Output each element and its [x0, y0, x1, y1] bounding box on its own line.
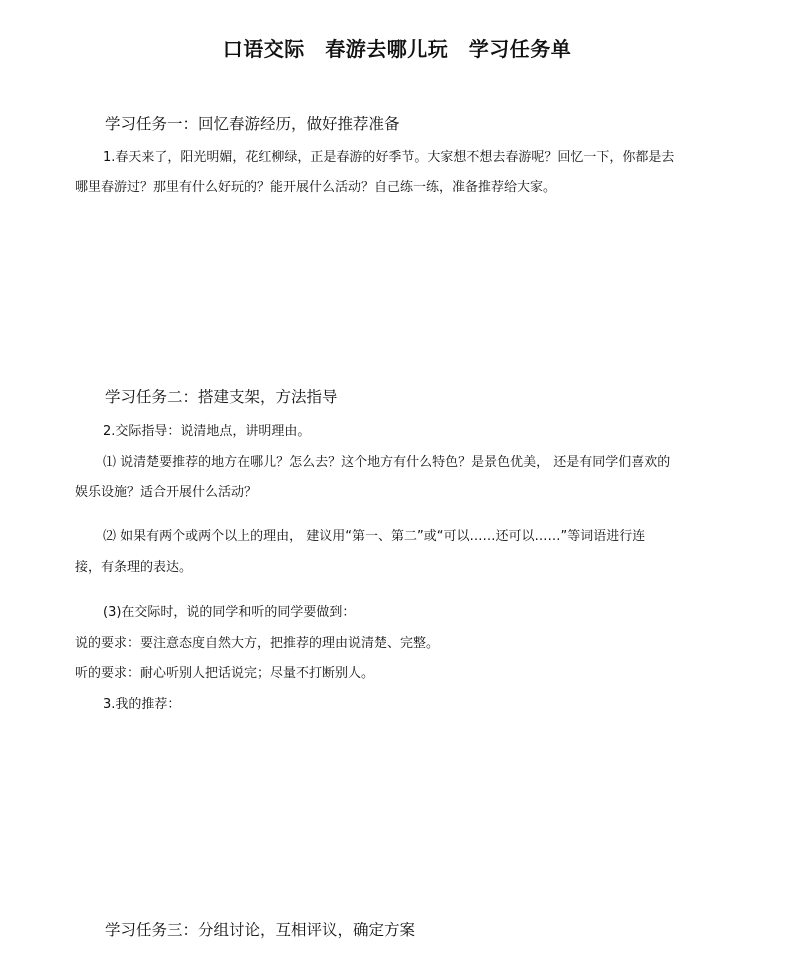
task2-p1-line2: 娱乐设施？适合开展什么活动？ [75, 485, 258, 500]
task2-p2-line2: 接，有条理的表达。 [75, 560, 193, 575]
task1-heading: 学习任务一：回忆春游经历，做好推荐准备 [105, 115, 400, 133]
task2-listen-requirement: 听的要求：耐心听别人把话说完；尽量不打断别人。 [75, 666, 375, 681]
task2-p1-line1: ⑴ 说清楚要推荐的地方在哪儿？怎么去？这个地方有什么特色？是景色优美， 还是有同学们喜欢的 [103, 455, 671, 470]
task3-heading: 学习任务三：分组讨论，互相评议，确定方案 [105, 921, 416, 939]
task2-p3: (3)在交际时，说的同学和听的同学要做到： [103, 605, 356, 620]
document-title: 口语交际 春游去哪儿玩 学习任务单 [222, 37, 572, 61]
task2-item3: 3.我的推荐： [103, 697, 181, 712]
task2-speak-requirement: 说的要求：要注意态度自然大方，把推荐的理由说清楚、完整。 [75, 636, 440, 651]
task1-item1-line2: 哪里春游过？那里有什么好玩的？能开展什么活动？自己练一练，准备推荐给大家。 [75, 180, 557, 195]
task2-item2: 2.交际指导：说清地点，讲明理由。 [103, 424, 311, 439]
task1-item1-line1: 1.春天来了，阳光明媚，花红柳绿，正是春游的好季节。大家想不想去春游呢？回忆一下，你都是去 [103, 150, 675, 165]
task2-p2-line1: ⑵ 如果有两个或两个以上的理由， 建议用“第一、第二”或“可以……还可以……”等词语进行连 [103, 529, 646, 544]
task2-heading: 学习任务二：搭建支架，方法指导 [105, 388, 338, 406]
